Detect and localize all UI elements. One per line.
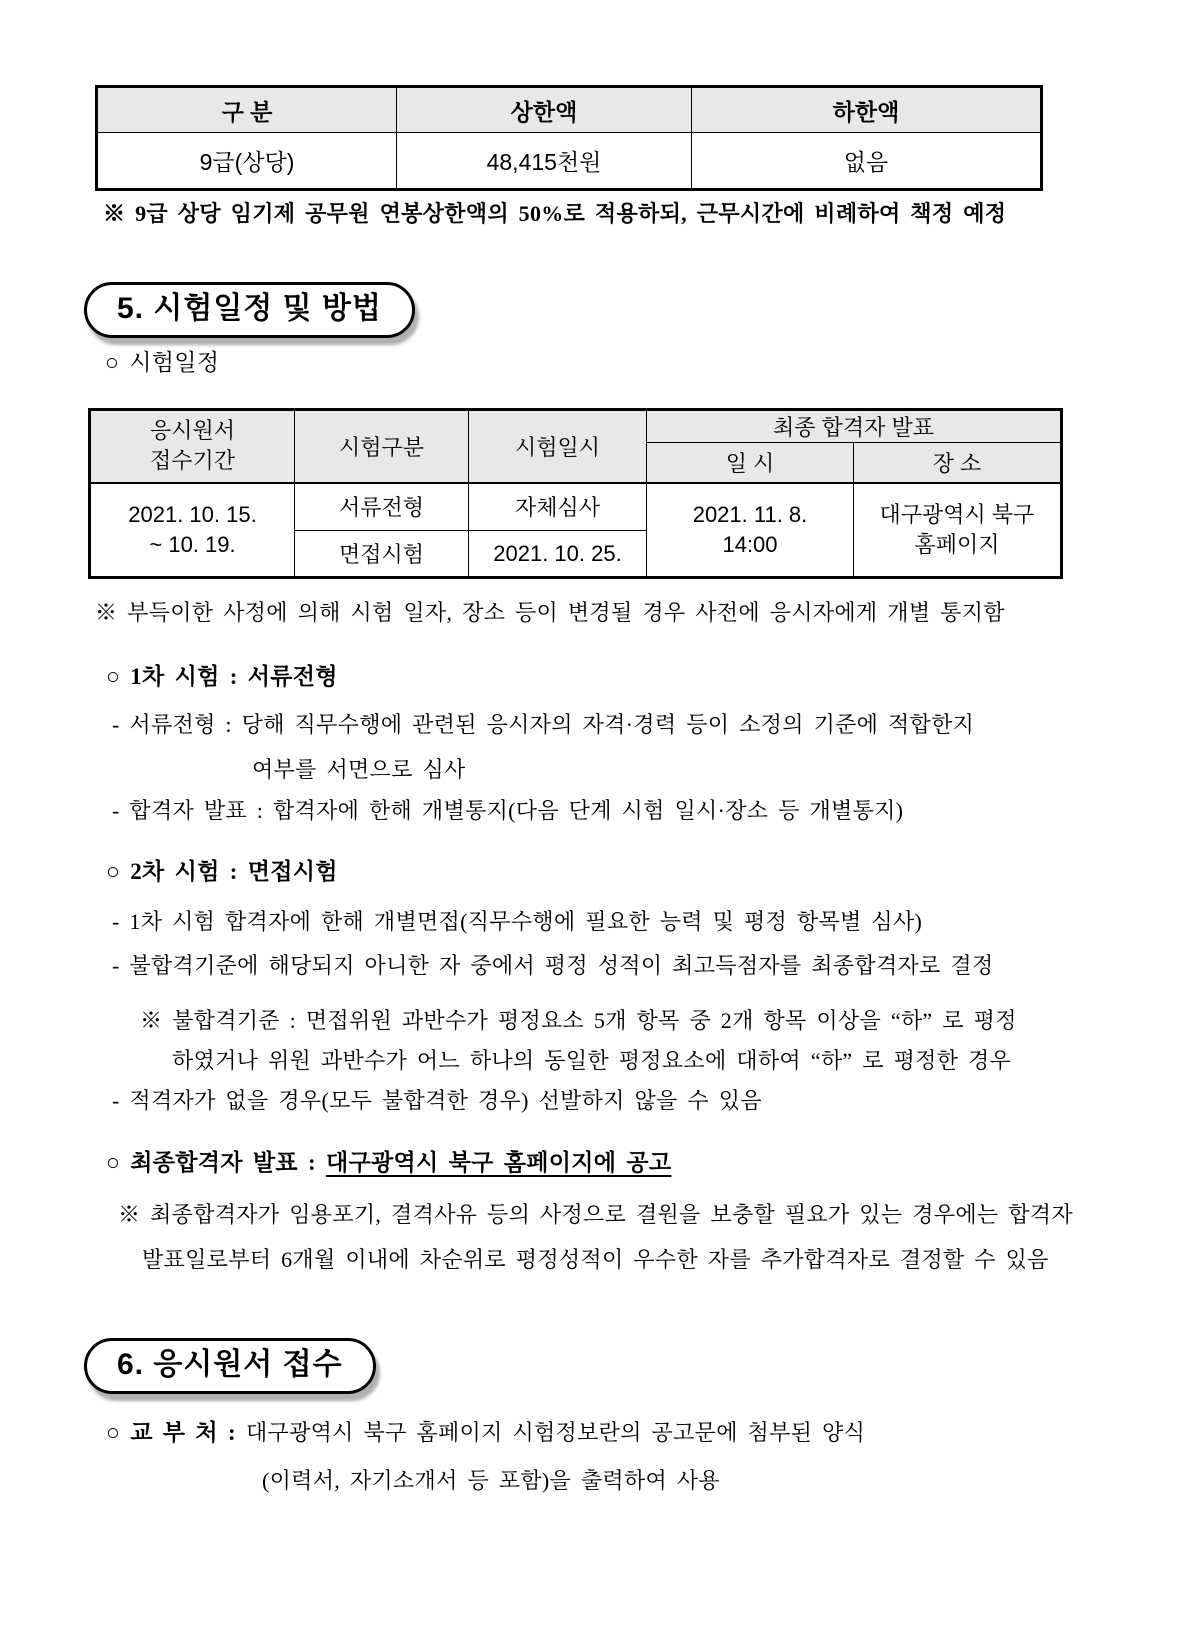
exam2-title: ○ 2차 시험 : 면접시험 <box>106 859 338 884</box>
exam2-fail-criteria-line2: 하였거나 위원 과반수가 어느 하나의 동일한 평정요소에 대하여 “하” 로 평정한 경우 <box>172 1048 1012 1073</box>
exam-schedule-label: ○ 시험일정 <box>105 350 220 375</box>
salary-header-category: 구 분 <box>97 87 397 133</box>
final-note-line1: ※ 최종합격자가 임용포기, 결격사유 등의 사정으로 결원을 보충할 필요가 있는 경우에는 합격자 <box>118 1202 1073 1227</box>
final-announcement-title <box>106 1148 671 1178</box>
distribution-office-label: ○ 교 부 처 : <box>106 1420 246 1445</box>
schedule-row-document-screening <box>90 483 1062 531</box>
schedule-cell-row1-datetime: 자체심사 <box>469 483 647 531</box>
salary-header-lower-limit: 하한액 <box>692 87 1042 133</box>
schedule-header-row-1 <box>90 410 1062 443</box>
schedule-cell-final-place: 대구광역시 북구 홈페이지 <box>854 483 1062 578</box>
exam1-line1: - 서류전형 : 당해 직무수행에 관련된 응시자의 자격·경력 등이 소정의 기준에 적합한지 <box>112 712 975 737</box>
exam1-title: ○ 1차 시험 : 서류전형 <box>106 664 338 689</box>
schedule-cell-application-period: 2021. 10. 15. ~ 10. 19. <box>90 483 295 578</box>
final-note-line2: 발표일로부터 6개월 이내에 차순위로 평정성적이 우수한 자를 추가합격자로 결정할 수 있음 <box>142 1247 1049 1272</box>
schedule-cell-final-datetime: 2021. 11. 8. 14:00 <box>647 483 854 578</box>
schedule-cell-row2-datetime: 2021. 10. 25. <box>469 531 647 578</box>
section-6-heading: 6. 응시원서 접수 <box>84 1338 376 1394</box>
final-announcement-prefix: ○ 최종합격자 발표 : <box>106 1150 326 1175</box>
exam2-fail-criteria-line1: ※ 불합격기준 : 면접위원 과반수가 평정요소 5개 항목 중 2개 항목 이상을 “하” 로 평정 <box>140 1008 1017 1033</box>
schedule-header-exam-datetime: 시험일시 <box>469 410 647 483</box>
schedule-header-final-datetime: 일 시 <box>647 443 854 483</box>
salary-cap-table <box>95 85 1043 191</box>
distribution-office-line2: (이력서, 자기소개서 등 포함)을 출력하여 사용 <box>262 1468 720 1493</box>
distribution-office-text: 대구광역시 북구 홈페이지 시험정보란의 공고문에 첨부된 양식 <box>245 1420 866 1445</box>
exam2-line2: - 불합격기준에 해당되지 아니한 자 중에서 평정 성적이 최고득점자를 최종합격자로 결정 <box>112 953 994 978</box>
salary-cell-upper-limit: 48,415천원 <box>397 133 692 190</box>
salary-note: ※ 9급 상당 임기제 공무원 연봉상한액의 50%로 적용하되, 근무시간에 비례하여 책정 예정 <box>103 201 1007 226</box>
schedule-header-final-announcement: 최종 합격자 발표 <box>647 410 1062 443</box>
salary-header-upper-limit: 상한액 <box>397 87 692 133</box>
salary-header-row <box>97 87 1042 133</box>
distribution-office-line <box>106 1418 865 1448</box>
schedule-header-exam-type: 시험구분 <box>295 410 469 483</box>
schedule-header-application-period: 응시원서 접수기간 <box>90 410 295 483</box>
salary-cell-grade: 9급(상당) <box>97 133 397 190</box>
section-5-heading: 5. 시험일정 및 방법 <box>84 282 415 338</box>
exam1-line2: 여부를 서면으로 심사 <box>252 757 466 782</box>
final-announcement-place: 대구광역시 북구 홈페이지에 공고 <box>325 1150 672 1175</box>
exam-schedule-table <box>88 408 1063 579</box>
salary-cell-lower-limit: 없음 <box>692 133 1042 190</box>
exam1-line3: - 합격자 발표 : 합격자에 한해 개별통지(다음 단계 시험 일시·장소 등 개별통지) <box>112 798 904 823</box>
salary-data-row <box>97 133 1042 190</box>
schedule-change-notice: ※ 부득이한 사정에 의해 시험 일자, 장소 등이 변경될 경우 사전에 응시자에게 개별 통지함 <box>95 600 1005 625</box>
schedule-header-final-place: 장 소 <box>854 443 1062 483</box>
schedule-cell-row2-type: 면접시험 <box>295 531 469 578</box>
exam2-line5: - 적격자가 없을 경우(모두 불합격한 경우) 선발하지 않을 수 있음 <box>112 1088 762 1113</box>
schedule-cell-row1-type: 서류전형 <box>295 483 469 531</box>
exam2-line1: - 1차 시험 합격자에 한해 개별면접(직무수행에 필요한 능력 및 평정 항목별 심사) <box>112 909 923 934</box>
